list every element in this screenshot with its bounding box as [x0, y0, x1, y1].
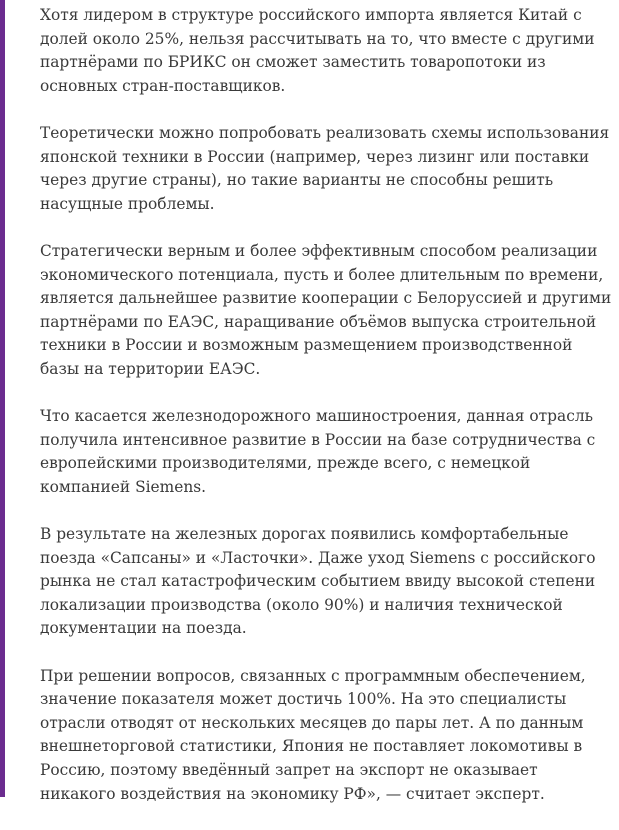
article-body [40, 4, 615, 830]
article-paragraph-1: Хотя лидером в структуре российского импорта является Китай с долей около 25%, нельзя рассчитывать на то, что вместе с другими партнёрами по БРИКС он сможет заместить товаропотоки из основных стран-поставщиков. [40, 6, 595, 95]
article-paragraph-2: Теоретически можно попробовать реализовать схемы использования японской техники в России (например, через лизинг или поставки через другие страны), но такие варианты не способны решить насущные проблемы. [40, 123, 610, 213]
blockquote-border [0, 0, 5, 797]
article-paragraph-6: При решении вопросов, связанных с программным обеспечением, значение показателя может достичь 100%. На это специалисты отрасли отводят от нескольких месяцев до пары лет. А по данным внешнеторговой статистики, Япония не поставляет локомотивы в Россию, поэтому введённый запрет на экспорт не оказывает никакого воздействия на экономику РФ», — считает эксперт. [40, 666, 586, 803]
article-paragraph-4: Что касается железнодорожного машиностроения, данная отрасль получила интенсивное развитие в России на базе сотрудничества с европейскими производителями, прежде всего, с немецкой компанией Siemens. [40, 407, 596, 496]
article-paragraph-5: В результате на железных дорогах появились комфортабельные поезда «Сапсаны» и «Ласточки». Даже уход Siemens с российского рынка не стал катастрофическим событием ввиду высокой степени локализации производства (около 90%) и наличия технической документации на поезда. [40, 525, 596, 638]
article-paragraph-3: Стратегически верным и более эффективным способом реализации экономического потенциала, пусть и более длительным по времени, является дальнейшее развитие кооперации с Белоруссией и другими партнёрами по ЕАЭС, наращивание объёмов выпуска строительной техники в России и возможным размещением производственной базы на территории ЕАЭС. [40, 241, 612, 378]
